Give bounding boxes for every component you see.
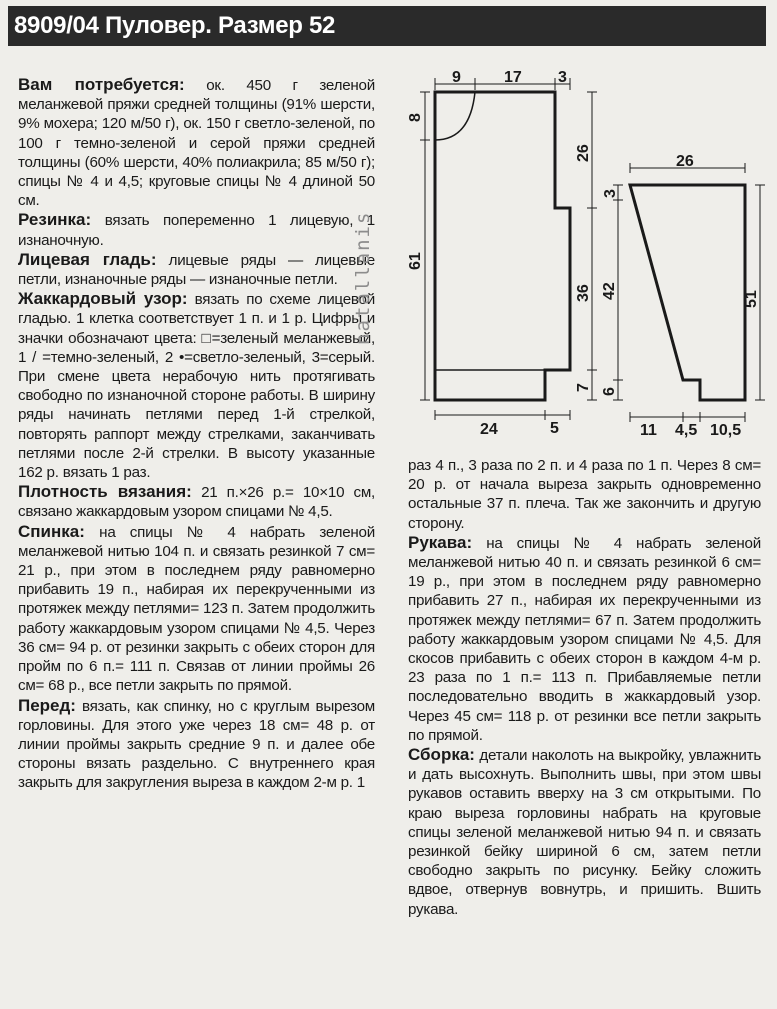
label-half-width: 24 — [480, 421, 498, 438]
label-sleeve-bottom-right: 10,5 — [710, 422, 742, 439]
sleeve-outline — [630, 185, 745, 400]
materials-section — [18, 75, 375, 210]
front-section — [18, 696, 375, 793]
back-text: на спицы № 4 набрать зеленой меланжевой нитью 104 п. и связать резинкой 7 см= 21 р., при этом в последнем ряду равномерно прибавить 19 п., набирая их перекрученными из протяжек между петлями= 123 п. Затем продолжить работу жаккардовым узором спицами № 4,5. Через 36 см= 94 р. от резинки закрыть с обеих сторон для пройм по 6 п.= 111 п. Связав от линии проймы 26 см= 68 р., все петли закрыть по прямой. — [18, 523, 375, 695]
front-heading: Перед: — [18, 695, 76, 715]
stockinette-section — [18, 250, 375, 289]
left-column — [18, 75, 375, 793]
gauge-heading: Плотность вязания: — [18, 482, 192, 502]
label-sleeve-open: 3 — [602, 189, 619, 198]
label-armhole-height: 26 — [575, 144, 592, 162]
page-title: 8909/04 Пуловер. Размер 52 — [14, 12, 336, 39]
watermark: natallanis — [352, 210, 374, 345]
assembly-text: детали наколоть на выкройку, увлажнить и дать высохнуть. Выполнить швы, при этом швы рукавов оставить вверху на 3 см открытыми. По краю выреза горловины набрать на круговые спицы зеленой меланжевой нитью 94 п. и связать резинкой бейку шириной 6 см, затем петли свободно закрыть по рисунку. Бейку сложить вдвое, отвернув вовнутрь, и пришить. Вшить рукава. — [408, 747, 761, 918]
pattern-diagram — [400, 70, 770, 440]
neck-curve — [435, 92, 475, 140]
jacquard-section — [18, 289, 375, 482]
label-top-neck: 9 — [452, 70, 461, 86]
label-rib-height: 7 — [575, 383, 592, 392]
front-continuation: раз 4 п., 3 раза по 2 п. и 4 раза по 1 п. Через 8 см= 20 р. от начала выреза закрыть одновременно остальные 37 п. плеча. Так же закончить и другую сторону. — [408, 457, 761, 532]
stockinette-heading: Лицевая гладь: — [18, 249, 157, 269]
assembly-heading: Сборка: — [408, 745, 475, 765]
label-sleeve-top: 26 — [676, 153, 694, 170]
label-sleeve-bottom-mid: 4,5 — [675, 422, 698, 439]
stockinette-text: лицевые ряды — лицевые петли, изнаночные ряды — изнаночные петли. — [18, 251, 375, 289]
materials-heading: Вам потребуется: — [18, 75, 185, 94]
gauge-text: 21 п.×26 р.= 10×10 см, связано жаккардовым узором спицами № 4,5. — [18, 484, 375, 521]
label-neck-depth: 8 — [407, 113, 424, 122]
jacquard-heading: Жаккардовый узор: — [18, 289, 188, 309]
sleeves-heading: Рукава: — [408, 532, 473, 552]
sleeves-text: на спицы № 4 набрать зеленой меланжевой нитью 40 п. и связать резинкой 6 см= 19 р., при этом в последнем ряду равномерно прибавить 27 п., набирая их перекрученными из протяжек между петлями= 67 п. Затем продолжить работу жаккардовым узором спицами № 4,5. Для скосов прибавить с обеих сторон в каждом 4-м р. 23 раза по 1 п.= 113 п. Прибавляемые петли последовательно вводить в жаккардовый узор. Через 45 см= 118 р. от резинки все петли закрыть по прямой. — [408, 534, 761, 744]
assembly-section — [408, 745, 761, 919]
body-outline — [435, 92, 570, 400]
right-column — [408, 456, 761, 919]
rib-section — [18, 210, 375, 249]
label-armhole-step: 5 — [550, 420, 559, 437]
label-sleeve-total: 51 — [743, 290, 760, 308]
rib-heading: Резинка: — [18, 210, 92, 230]
label-sleeve-bottom-left: 11 — [640, 422, 657, 439]
label-body-height: 36 — [575, 284, 592, 302]
gauge-section — [18, 482, 375, 521]
label-total-height: 61 — [407, 252, 424, 270]
sleeves-section — [408, 533, 761, 745]
label-top-shoulder: 17 — [504, 70, 522, 86]
materials-text: ок. 450 г зеленой меланжевой пряжи средней толщины (91% шерсти, 9% мохера; 120 м/50 г), ок. 150 г светло-зеленой, по 100 г темно-зеленой и серой пряжи средней толщины (60% шерсти, 40% полиакрила; 85 м/50 г); спицы № 4 и 4,5; круговые спицы № 4 длиной 50 см. — [18, 77, 375, 210]
front-text: вязать, как спинку, но с круглым вырезом горловины. Для этого уже через 18 см= 48 р. от линии проймы закрыть средние 9 п. и далее обе стороны вязать раздельно. С внутреннего края закрыть для закругления выреза в каждом 2-м р. 1 — [18, 697, 375, 792]
title-bar — [8, 6, 766, 46]
jacquard-text: вязать по схеме лицевой гладью. 1 клетка соответствует 1 п. и 1 р. Цифры и значки обозначают цвета: □=зеленый меланжевый, 1 / =темно-зеленый, 2 •=светло-зеленый, 3=серый. При смене цвета нерабочую нить протягивать свободно по изнаночной стороне работы. В ширину ряды начинать петлями перед 1-й стрелкой, повторять раппорт между стрелками, заканчивать петлями после 2-й стрелки. В высоту указанные 162 р. вязать 1 раз. — [18, 291, 375, 482]
label-sleeve-rib: 6 — [601, 387, 618, 396]
back-heading: Спинка: — [18, 521, 85, 541]
label-sleeve-height: 42 — [601, 282, 618, 300]
label-top-armhole: 3 — [558, 70, 567, 86]
rib-text: вязать попеременно 1 лицевую, 1 изнаночную. — [18, 212, 375, 249]
back-section — [18, 522, 375, 696]
